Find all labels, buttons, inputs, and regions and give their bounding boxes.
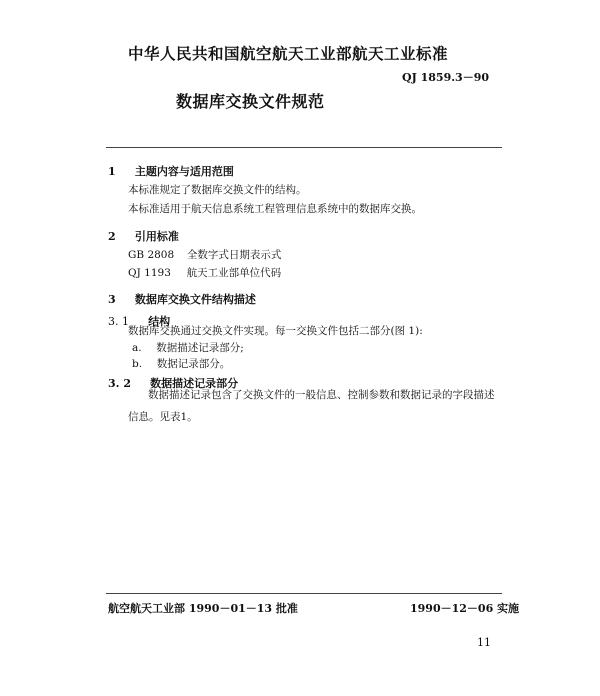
- reference-item: [128, 247, 281, 262]
- subsection-3-1-paragraph: 数据库交换通过交换文件实现。每一交换文件包括二部分(图 1):: [128, 325, 423, 337]
- section-2-number: 2: [108, 230, 116, 243]
- list-item-label: a.: [132, 342, 142, 354]
- effective-date: 1990－12－06 实施: [410, 602, 520, 615]
- approval-date: 航空航天工业部 1990－01－13 批准: [108, 602, 298, 615]
- header-divider: [106, 147, 502, 148]
- list-item-text: 数据描述记录部分;: [156, 342, 244, 354]
- section-3-heading: [108, 288, 256, 307]
- section-2-title: 引用标准: [134, 230, 179, 243]
- page-number: 11: [477, 636, 491, 649]
- list-item: [132, 340, 244, 355]
- section-1-title: 主题内容与适用范围: [134, 165, 234, 178]
- section-2-heading: [108, 225, 179, 244]
- standard-code: QJ 1859.3－90: [402, 71, 490, 84]
- document-title: 数据库交换文件规范: [176, 92, 325, 111]
- footer-divider: [106, 593, 502, 594]
- reference-name: 全数字式日期表示式: [186, 249, 282, 261]
- issuing-authority-title: 中华人民共和国航空航天工业部航天工业标准: [128, 44, 449, 63]
- section-3-number: 3: [108, 293, 116, 306]
- list-item-label: b.: [132, 358, 143, 370]
- subsection-3-1-number: 3. 1: [108, 315, 129, 328]
- subsection-3-2-title: 数据描述记录部分: [150, 377, 239, 390]
- section-3-title: 数据库交换文件结构描述: [134, 293, 256, 306]
- list-item: [132, 356, 230, 371]
- subsection-3-2-paragraph: 数据描述记录包含了交换文件的一般信息、控制参数和数据记录的字段描述信息。见表1。: [128, 389, 495, 423]
- section-1-paragraph-1: 本标准规定了数据库交换文件的结构。: [128, 184, 307, 196]
- list-item-text: 数据记录部分。: [156, 358, 231, 370]
- subsection-3-2-number: 3. 2: [108, 377, 131, 390]
- reference-code: GB 2808: [128, 249, 175, 261]
- section-1-heading: [108, 160, 234, 179]
- subsection-3-1-title: 结构: [148, 315, 171, 328]
- reference-code: QJ 1193: [128, 267, 171, 279]
- reference-item: [128, 265, 281, 280]
- section-1-paragraph-2: 本标准适用于航天信息系统工程管理信息系统中的数据库交换。: [128, 203, 422, 215]
- section-1-number: 1: [108, 165, 116, 178]
- reference-name: 航天工业部单位代码: [186, 267, 282, 279]
